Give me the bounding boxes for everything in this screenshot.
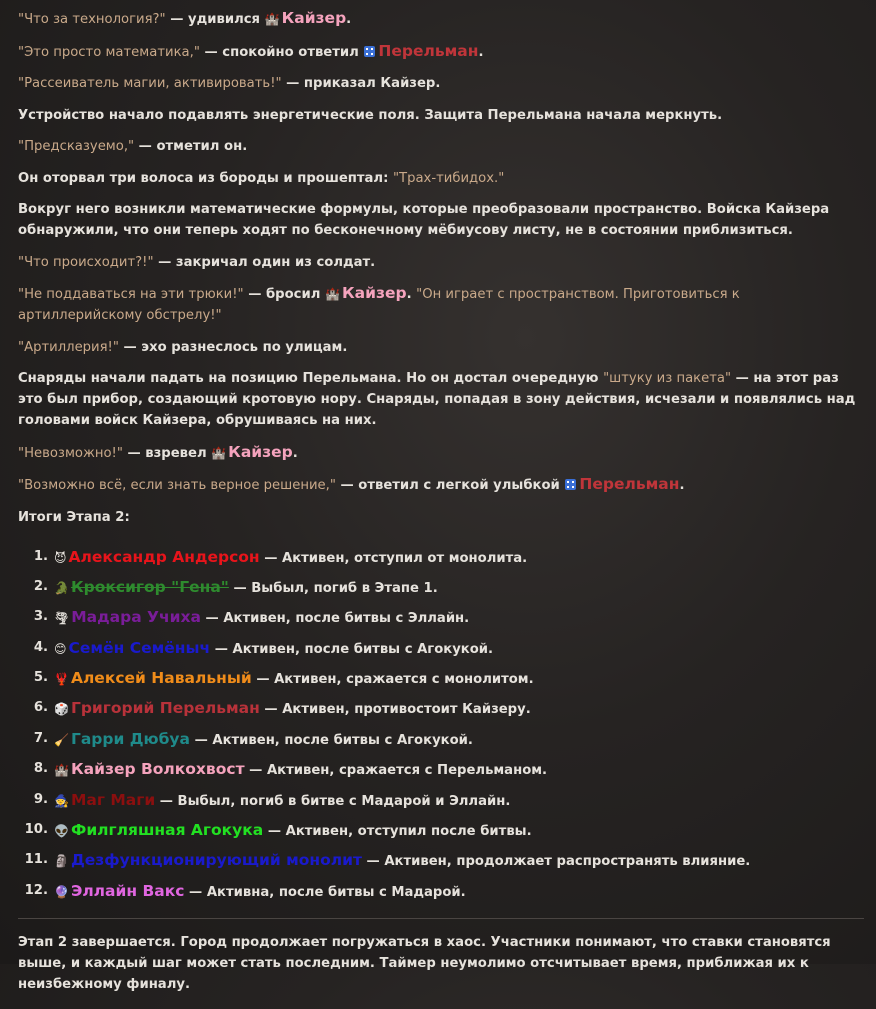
participant-status: — Активен, сражается с монолитом. [251, 672, 534, 688]
narration: Снаряды начали падать на позицию Перельмана. Но он достал очередную [18, 371, 604, 386]
list-item [18, 542, 864, 572]
story-line [18, 199, 864, 241]
item-number: 10. [24, 822, 48, 838]
list-item [18, 754, 864, 784]
participant-status: — Выбыл, погиб в битве с Мадарой и Эллайн. [155, 793, 511, 809]
item-number: 11. [24, 852, 48, 868]
character-name-perelman: Перельман [378, 41, 479, 60]
participant-status: — Активен, после битвы с Эллайн. [200, 611, 470, 627]
crystal-ball-icon: 🔮 [54, 884, 69, 899]
story-line [18, 8, 864, 30]
crocodile-icon: 🐊 [54, 580, 69, 595]
participant-status: — Активен, противостоит Кайзеру. [259, 702, 531, 718]
narration: — удивился [165, 12, 265, 27]
quote: "Возможно всё, если знать верное решение," [18, 478, 336, 493]
list-item [18, 815, 864, 845]
item-number: 12. [24, 882, 48, 898]
narration: — приказал Кайзер. [281, 76, 441, 91]
castle-icon: 🏰 [325, 287, 340, 301]
dice-icon [565, 479, 576, 490]
story-line [18, 41, 864, 63]
lobster-icon: 🦞 [54, 672, 69, 687]
participant-status: — Активен, отступил после битвы. [263, 824, 532, 840]
quote: "Что за технология?" [18, 12, 166, 27]
item-number: 6. [33, 700, 48, 716]
item-number: 5. [33, 670, 48, 686]
quote: "Не поддаваться на эти трюки!" [18, 287, 244, 302]
narration: Вокруг него возникли математические формулы, которые преобразовали пространство. Войска Кайзера обнаружили, что они теперь ходят по бесконечному мёбиусову листу, не в состоянии приблизиться. [18, 202, 830, 238]
final-paragraph: Этап 2 завершается. Город продолжает погружаться в хаос. Участники понимают, что ставки становятся выше, и каждый шаг может стать последним. Таймер неумолимо отсчитывает время, приближая их к неизбежному финалу. [18, 935, 831, 993]
divider [18, 918, 864, 919]
quote: "Трах-тибидох." [392, 170, 505, 186]
punctuation: . [478, 44, 484, 60]
narration: — эхо разнеслось по улицам. [118, 339, 348, 355]
participant-status: — Активен, сражается с Перельманом. [244, 763, 548, 779]
list-item [18, 633, 864, 663]
character-name-kaiser: Кайзер [341, 284, 407, 302]
item-number: 7. [33, 730, 48, 746]
character-name-kaiser: Кайзер [228, 442, 293, 461]
item-number: 8. [33, 761, 48, 777]
story-line [18, 105, 864, 126]
list-item [18, 876, 864, 906]
smiley-icon: 😊 [54, 641, 67, 656]
message-content [18, 8, 864, 1009]
quote: "Предсказуемо," [18, 139, 135, 154]
participant-name: Алексей Навальный [70, 669, 252, 688]
participant-name: Гарри Дюбуа [70, 729, 190, 748]
dice-icon [364, 46, 375, 57]
item-number: 9. [33, 791, 48, 807]
item-number: 4. [33, 639, 48, 655]
wizard-icon: 🧙 [54, 793, 69, 808]
list-item [18, 724, 864, 754]
participant-name: Эллайн Вакс [70, 881, 185, 900]
tornado-icon: 🌪 [54, 611, 70, 626]
quote: "Он играет с пространством. Приготовиться к артиллерийскому обстрелу!" [18, 287, 740, 323]
punctuation: . [292, 445, 298, 461]
quote: "Это просто математика," [18, 44, 200, 60]
participant-name: Маг Маги [70, 790, 156, 809]
narration: — закричал один из солдат. [153, 254, 376, 270]
item-number: 1. [33, 548, 48, 564]
castle-icon: 🏰 [211, 445, 227, 460]
participant-status: — Активен, продолжает распространять влияние. [361, 854, 751, 870]
participant-name: Мадара Учиха [71, 608, 201, 627]
story-line [18, 136, 864, 157]
narration: — бросил [243, 287, 325, 302]
item-number: 3. [33, 609, 48, 625]
participant-status: — Активна, после битвы с Мадарой. [184, 884, 466, 900]
alien-icon: 👽 [54, 824, 69, 839]
story-line [18, 168, 864, 189]
list-item [18, 693, 864, 723]
story-line [18, 337, 864, 358]
broom-icon: 🧹 [54, 732, 69, 747]
dice-icon: 🎲 [54, 702, 69, 717]
quote: "Артиллерия!" [18, 339, 119, 355]
item-number: 2. [33, 578, 48, 594]
quote: "Невозможно!" [18, 445, 123, 461]
punctuation: . [346, 12, 352, 27]
story-line [18, 474, 864, 496]
story-line [18, 442, 864, 464]
monolith-icon: 🗿 [54, 854, 69, 869]
participant-name: Филгляшная Агокука [70, 821, 264, 840]
castle-icon: 🏰 [54, 763, 69, 778]
results-heading: Итоги Этапа 2: [18, 509, 130, 525]
story-line [18, 73, 864, 94]
participant-name: Семён Семёныч [68, 638, 211, 657]
participant-name: Кайзер Волкохвост [70, 760, 245, 779]
participant-name: Григорий Перельман [70, 699, 260, 718]
character-name-perelman: Перельман [579, 475, 680, 493]
list-item [18, 602, 864, 632]
story-line [18, 368, 864, 431]
participant-list [18, 542, 864, 907]
devil-icon: 😈 [54, 550, 67, 565]
participant-status: — Активен, отступил от монолита. [259, 550, 528, 566]
narration: — взревел [122, 445, 212, 461]
participant-name: Дезфункционирующий монолит [70, 851, 362, 870]
punctuation: . [679, 478, 685, 493]
narration: — ответил с легкой улыбкой [335, 478, 565, 493]
list-item [18, 663, 864, 693]
list-item [18, 785, 864, 815]
narration: Устройство начало подавлять энергетические поля. Защита Перельмана начала меркнуть. [18, 107, 723, 123]
list-item [18, 845, 864, 875]
narration: — на этот раз это был прибор, создающий кротовую нору. Снаряды, попадая в зону действия, исчезали и появлялись над головами войск Кайзера, обрушиваясь на них. [18, 371, 856, 428]
castle-icon: 🏰 [264, 12, 280, 26]
narration: — отметил он. [134, 139, 248, 154]
participant-status: — Активен, после битвы с Агокукой. [210, 641, 494, 657]
participant-name: Кроксигор "Гена" [70, 577, 229, 596]
story-line: "Не поддаваться на эти трюки!" — бросил 🏰 Кайзер. "Он играет с пространством. Приготовиться к артиллерийскому обстрелу!" [18, 284, 740, 323]
quote: "штуку из пакета" [603, 371, 732, 386]
participant-status: — Активен, после битвы с Агокукой. [190, 732, 473, 748]
participant-name: Александр Андерсон [68, 547, 260, 566]
participant-status: — Выбыл, погиб в Этапе 1. [228, 580, 438, 596]
character-name-kaiser: Кайзер [281, 9, 347, 27]
story-line [18, 252, 864, 273]
quote: "Что происходит?!" [18, 254, 154, 270]
narration: Он оторвал три волоса из бороды и прошептал: [18, 170, 393, 186]
list-item [18, 572, 864, 602]
narration: — спокойно ответил [199, 44, 364, 60]
quote: "Рассеиватель магии, активировать!" [18, 76, 282, 91]
